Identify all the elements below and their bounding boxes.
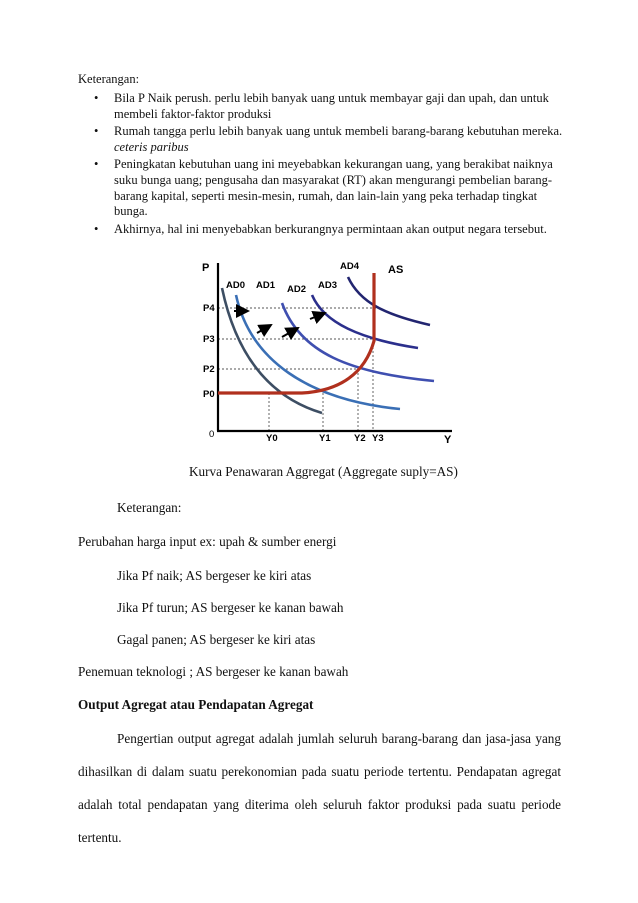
tick-label-p0: P0 — [203, 389, 215, 400]
origin-label: 0 — [209, 429, 215, 440]
text-line: Perubahan harga input ex: upah & sumber energi — [78, 534, 337, 549]
text-line: Penemuan teknologi ; AS bergeser ke kanan bawah — [78, 664, 349, 679]
ad4-curve — [348, 277, 430, 325]
bullet-item: • Akhirnya, hal ini menyebabkan berkurangnya permintaan akan output negara tersebut. — [94, 221, 547, 236]
text-line: Gagal panen; AS bergeser ke kiri atas — [117, 632, 316, 647]
tick-label-y0: Y0 — [266, 433, 278, 444]
bullet-item: • Bila P Naik perush. perlu lebih banyak uang untuk membayar gaji dan upah, dan untuk membeli faktor-faktor produksi — [94, 91, 549, 121]
curve-label-ad1: AD1 — [256, 280, 276, 291]
curve-label-ad4: AD4 — [340, 261, 360, 272]
keterangan-label: Keterangan: — [117, 500, 182, 515]
x-axis-label: Y — [444, 434, 452, 446]
text-line: Jika Pf turun; AS bergeser ke kanan bawah — [117, 600, 344, 615]
curve-label-as: AS — [388, 264, 404, 276]
curve-label-ad2: AD2 — [287, 284, 307, 295]
paragraph-line: dihasilkan di dalam suatu perekonomian pada suatu periode tertentu. Pendapatan agregat — [78, 764, 561, 779]
tick-label-p4: P4 — [203, 303, 215, 314]
tick-label-y3: Y3 — [372, 433, 384, 444]
paragraph-line: adalah total pendapatan yang diterima oleh seluruh faktor produksi pada suatu periode — [78, 797, 561, 812]
section-heading: Output Agregat atau Pendapatan Agregat — [78, 697, 314, 712]
aggregate-supply-chart — [190, 255, 460, 455]
paragraph-line: Pengertian output agregat adalah jumlah seluruh barang-barang dan jasa-jasa yang — [117, 731, 561, 746]
guide-lines — [218, 308, 377, 431]
ad3-curve — [312, 295, 418, 348]
tick-label-y1: Y1 — [319, 433, 331, 444]
shift-arrows — [234, 311, 325, 337]
chart-caption: Kurva Penawaran Aggregat (Aggregate suply=AS) — [189, 464, 458, 479]
tick-label-p3: P3 — [203, 334, 215, 345]
curve-label-ad3: AD3 — [318, 280, 338, 291]
y-axis-label: P — [202, 262, 210, 274]
tick-label-p2: P2 — [203, 364, 215, 375]
text-line: Jika Pf naik; AS bergeser ke kiri atas — [117, 568, 312, 583]
keterangan-heading: Keterangan: — [78, 72, 140, 86]
bullet-list — [94, 91, 569, 239]
bullet-item: • Rumah tangga perlu lebih banyak uang untuk membeli barang-barang kebutuhan mereka. ceteris paribus — [94, 124, 563, 154]
tick-label-y2: Y2 — [354, 433, 366, 444]
bullet-item: • Peningkatan kebutuhan uang ini meyebabkan kekurangan uang, yang berakibat naiknya suku bunga uang; pengusaha dan masyarakat (RT) akan mengurangi pembelian barang-barang kapital, seperti mesin-mesin, rumah, dan lain-lain yang peka terhadap tingkat bunga. — [94, 157, 553, 219]
curve-label-ad0: AD0 — [226, 280, 246, 291]
paragraph-line: tertentu. — [78, 830, 122, 845]
